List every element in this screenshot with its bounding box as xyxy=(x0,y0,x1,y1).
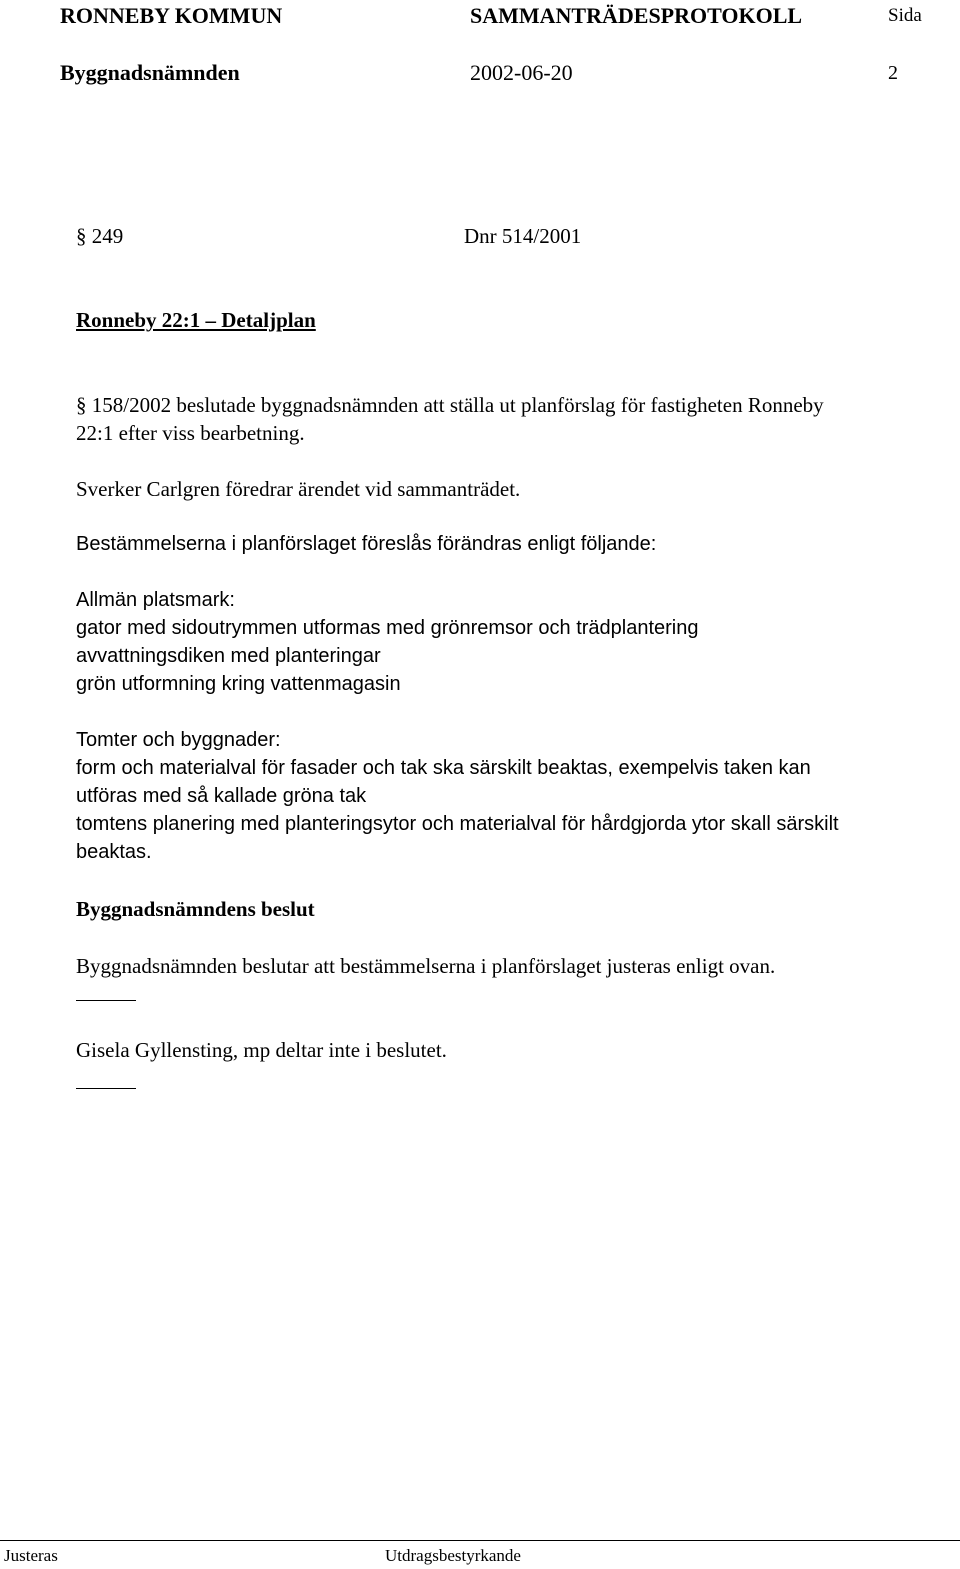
item-title: Ronneby 22:1 – Detaljplan xyxy=(76,308,316,332)
footer-rule xyxy=(0,1540,960,1541)
organization-name: RONNEBY KOMMUN xyxy=(60,3,283,28)
separator-line xyxy=(76,1088,136,1089)
presenter-text: Sverker Carlgren föredrar ärendet vid sammanträdet. xyxy=(76,477,521,501)
intro-line-1: § 158/2002 beslutade byggnadsnämnden att ställa ut planförslag för fastigheten Ronneby xyxy=(76,393,824,417)
certified-label: Utdragsbestyrkande xyxy=(385,1546,521,1565)
protocol-title: SAMMANTRÄDESPROTOKOLL xyxy=(470,3,803,28)
case-number: Dnr 514/2001 xyxy=(464,224,582,248)
plots-heading: Tomter och byggnader: xyxy=(76,729,281,751)
signed-label: Justeras xyxy=(4,1546,58,1565)
committee-name: Byggnadsnämnden xyxy=(60,60,240,85)
public-land-item: gator med sidoutrymmen utformas med grönremsor och trädplantering xyxy=(76,617,699,639)
plots-text-line: utföras med så kallade gröna tak xyxy=(76,785,367,807)
public-land-heading: Allmän platsmark: xyxy=(76,589,235,611)
paragraph-number: § 249 xyxy=(76,224,124,248)
decision-note: Gisela Gyllensting, mp deltar inte i beslutet. xyxy=(76,1038,447,1062)
public-land-item: avvattningsdiken med planteringar xyxy=(76,645,381,667)
plots-text-line: form och materialval för fasader och tak ska särskilt beaktas, exempelvis taken kan xyxy=(76,757,811,779)
page-number: 2 xyxy=(888,62,898,84)
intro-line-2: 22:1 efter viss bearbetning. xyxy=(76,421,305,445)
separator-line xyxy=(76,1000,136,1001)
decision-heading: Byggnadsnämndens beslut xyxy=(76,897,315,921)
proposal-intro: Bestämmelserna i planförslaget föreslås förändras enligt följande: xyxy=(76,533,657,555)
decision-text: Byggnadsnämnden beslutar att bestämmelserna i planförslaget justeras enligt ovan. xyxy=(76,954,776,978)
public-land-item: grön utformning kring vattenmagasin xyxy=(76,673,401,695)
meeting-date: 2002-06-20 xyxy=(470,60,573,85)
plots-text-line: tomtens planering med planteringsytor och materialval för hårdgjorda ytor skall särskilt xyxy=(76,813,839,835)
page-label: Sida xyxy=(888,5,922,26)
plots-text-line: beaktas. xyxy=(76,841,152,863)
